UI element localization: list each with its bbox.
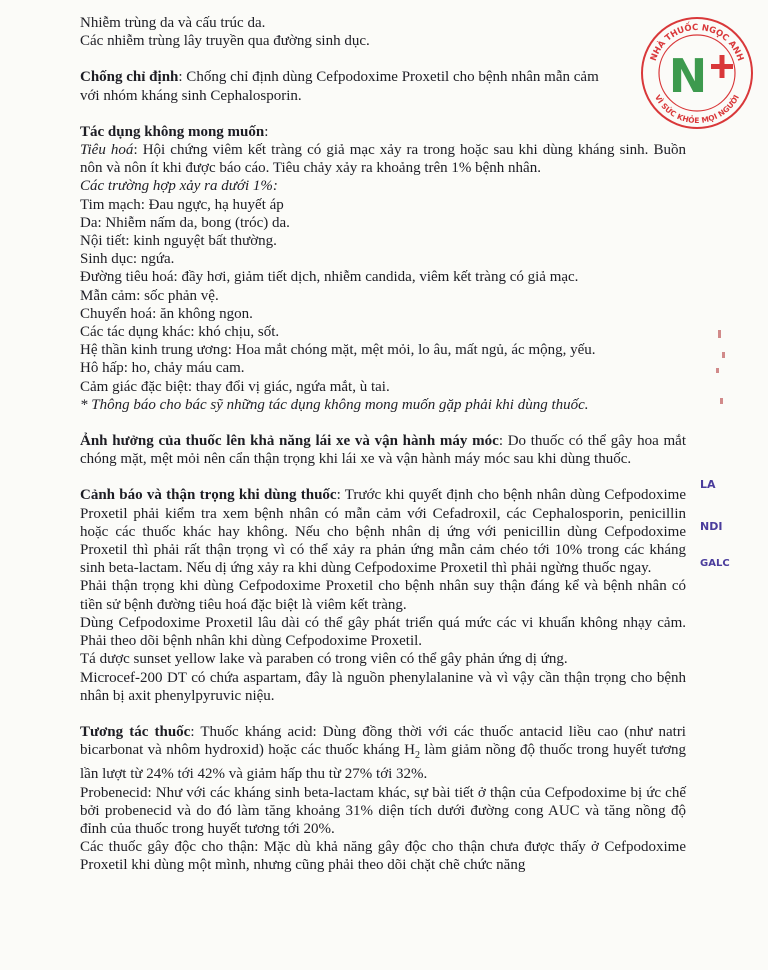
subscript-2: 2 [414, 750, 420, 762]
text-line: Nhiễm trùng da và cấu trúc da. [80, 15, 266, 31]
digestive-label: Tiêu hoá [80, 142, 134, 159]
warnings-section [80, 486, 686, 577]
margin-mark: LA [700, 478, 716, 491]
side-effect-item: Cảm giác đặc biệt: thay đổi vị giác, ngứa mắt, ù tai. [80, 378, 390, 395]
driving-heading: Ảnh hưởng của thuốc lên khả năng lái xe và vận hành máy móc [80, 433, 499, 450]
side-effects-digestive [80, 141, 686, 177]
contraindications-section [80, 68, 686, 104]
interactions-paragraph: Các thuốc gây độc cho thận: Mặc dù khả năng gây độc cho thận chưa được thấy ở Cefpodoxime Proxetil khi dùng một mình, nhưng cũng phải theo dõi chặt chẽ chức năng [80, 839, 686, 874]
warnings-paragraph: Microcef-200 DT có chứa aspartam, đây là nguồn phenylalanine và vì vậy cần thận trọng cho bệnh nhân bị axit phenylpyruvic niệu. [80, 669, 686, 704]
warnings-text: : Trước khi quyết định cho bệnh nhân dùng Cefpodoxime Proxetil phải kiểm tra xem bệnh nhân có mẫn cảm với Cefadroxil, các Cephalosporin, penicillin hoặc các thuốc khác hay không. Nếu cho bệnh nhân dị ứng với penicillin dùng Cefpodoxime Proxetil thì phải rất thận trọng vì có thể xảy ra phản ứng mẫn cảm chéo tới 10% trong các kháng sinh beta-lactam. Nếu dị ứng xảy ra khi dùng Cefpodoxime Proxetil thì phải ngừng thuốc ngay. [80, 487, 686, 577]
side-effect-item: Hô hấp: ho, chảy máu cam. [80, 360, 245, 377]
side-effect-item: Đường tiêu hoá: đầy hơi, giảm tiết dịch, nhiễm candida, viêm kết tràng có giả mạc. [80, 269, 579, 286]
side-effect-item: Chuyển hoá: ăn không ngon. [80, 305, 253, 322]
side-effects-heading: Tác dụng không mong muốn [80, 123, 265, 140]
stamp-top-text: NHÀ THUỐC NGỌC ANH [648, 22, 746, 63]
warnings-heading: Cảnh báo và thận trọng khi dùng thuốc [80, 487, 337, 504]
side-effects-heading-line: Tác dụng không mong muốn: [80, 123, 269, 140]
margin-tick [718, 330, 721, 338]
stamp-bottom-text: VÌ SỨC KHỎE MỌI NGƯỜI [652, 93, 742, 126]
contraindications-heading: Chống chỉ định [80, 69, 179, 86]
margin-tick [716, 368, 719, 373]
side-effect-item: Tim mạch: Đau ngực, hạ huyết áp [80, 196, 284, 213]
stamp-letter-n: N [668, 49, 708, 103]
margin-tick [720, 398, 723, 404]
rare-cases-label: Các trường hợp xảy ra dưới 1%: [80, 178, 278, 195]
text-line: Các nhiễm trùng lây truyền qua đường sinh dục. [80, 33, 370, 50]
interactions-text-b: làm giảm nồng độ thuốc trong huyết tương lần lượt từ 24% tới 42% và giảm hấp thu từ 27% tới 32%. [80, 742, 687, 783]
interactions-text-a: : Thuốc kháng acid: Dùng đồng thời với các thuốc antacid liều cao (như natri bicarbonat và nhôm hydroxid) hoặc các thuốc kháng H [80, 723, 686, 759]
side-effect-item: Nội tiết: kinh nguyệt bất thường. [80, 233, 277, 250]
side-effect-item: Hệ thần kinh trung ương: Hoa mắt chóng mặt, mệt mỏi, lo âu, mất ngủ, ác mộng, yếu. [80, 342, 596, 359]
side-effect-item: Mẫn cảm: sốc phản vệ. [80, 287, 219, 304]
stamp-plus-stem [720, 55, 725, 78]
interactions-section [80, 723, 686, 784]
driving-section [80, 432, 686, 468]
warnings-paragraph: Tá dược sunset yellow lake và paraben có trong viên có thể gây phản ứng dị ứng. [80, 651, 568, 668]
warnings-paragraph: Phải thận trọng khi dùng Cefpodoxime Proxetil cho bệnh nhân suy thận đáng kể và bệnh nhân có tiền sử bệnh đường tiêu hoá đặc biệt là viêm kết tràng. [80, 578, 686, 613]
driving-text: : Do thuốc có thể gây hoa mắt chóng mặt, mệt mỏi nên cẩn thận trọng khi lái xe và vận hành máy móc sau khi dùng thuốc. [80, 433, 686, 468]
interactions-heading: Tương tác thuốc [80, 723, 191, 740]
contraindications-text: : Chống chỉ định dùng Cefpodoxime Proxetil cho bệnh nhân mẫn cảm với nhóm kháng sinh Cephalosporin. [80, 69, 599, 104]
digestive-text: : Hội chứng viêm kết tràng có giả mạc xảy ra trong hoặc sau khi dùng kháng sinh. Buồn nôn và nôn ít khi được báo cáo. Tiêu chảy xảy ra khoảng trên 1% bệnh nhân. [80, 142, 686, 177]
warnings-paragraph: Dùng Cefpodoxime Proxetil lâu dài có thể gây phát triển quá mức các vi khuẩn không nhạy cảm. Phải theo dõi bệnh nhân khi dùng Cefpodoxime Proxetil. [80, 614, 686, 650]
margin-tick [722, 352, 725, 358]
margin-mark: NDI [700, 520, 723, 533]
side-effects-note: * Thông báo cho bác sỹ những tác dụng không mong muốn gặp phải khi dùng thuốc. [80, 396, 589, 413]
side-effect-item: Da: Nhiễm nấm da, bong (tróc) da. [80, 214, 290, 231]
interactions-paragraph: Probenecid: Như với các kháng sinh beta-lactam khác, sự bài tiết ở thận của Cefpodoxime bị ức chế bởi probenecid và do đó làm tăng khoảng 31% diện tích dưới đường cong AUC và tăng nồng độ đỉnh của thuốc trong huyết tương tới 20%. [80, 784, 686, 837]
document-body [80, 14, 686, 875]
margin-mark: GALC [700, 558, 730, 569]
side-effect-item: Các tác dụng khác: khó chịu, sốt. [80, 324, 280, 341]
side-effect-item: Sinh dục: ngứa. [80, 251, 175, 268]
